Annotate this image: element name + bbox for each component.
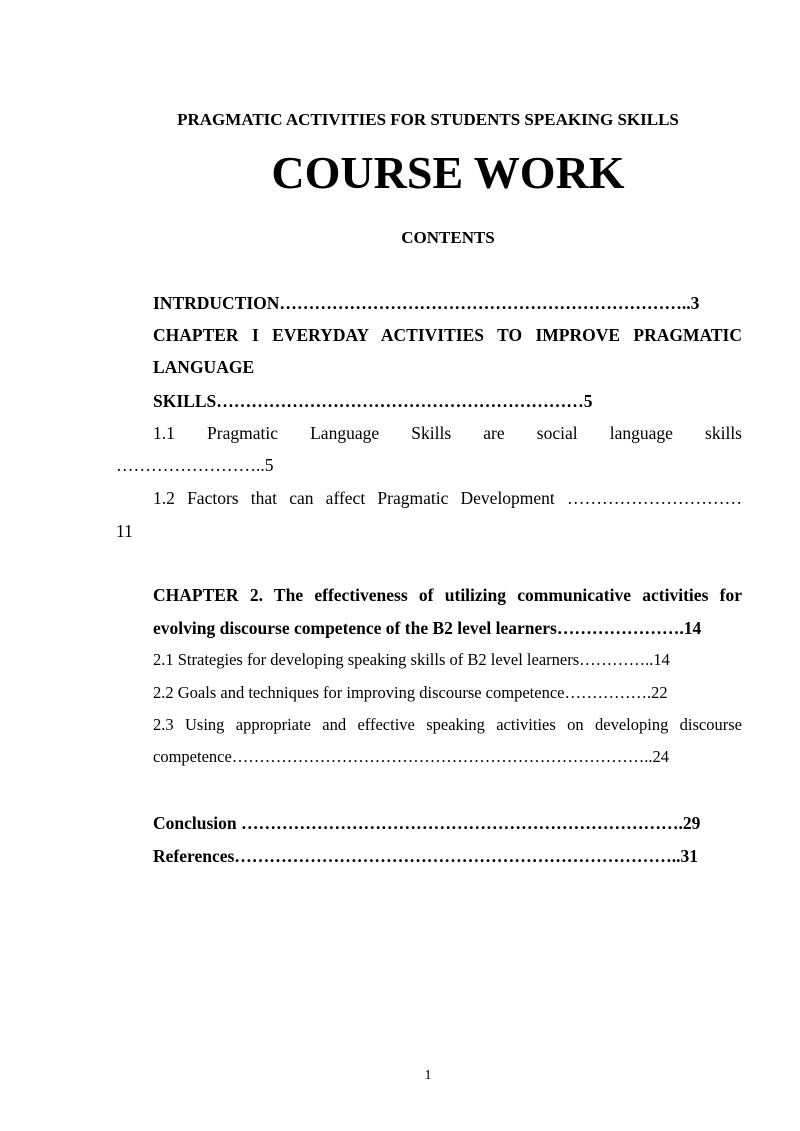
toc-references: References…………………………………………………………………..31 — [153, 846, 699, 866]
contents-heading: CONTENTS — [401, 228, 495, 247]
toc-chapter-1-line-1: CHAPTER I EVERYDAY ACTIVITIES TO IMPROVE PRAGMATIC — [153, 325, 742, 345]
toc-conclusion: Conclusion ………………………………………………………………….29 — [153, 813, 701, 833]
toc-item-1-1-line-2: ……………………..5 — [116, 455, 274, 475]
toc-chapter-2-line-1: CHAPTER 2. The effectiveness of utilizing communicative activities for — [153, 585, 742, 605]
toc-chapter-2-line-2: evolving discourse competence of the B2 level learners………………….14 — [153, 618, 702, 638]
toc-item-2-2: 2.2 Goals and techniques for improving discourse competence…………….22 — [153, 683, 668, 702]
document-title: COURSE WORK — [271, 147, 625, 198]
toc-chapter-1-line-2: LANGUAGE — [153, 357, 255, 377]
toc-item-2-3-line-2: competence…………………………………………………………………..24 — [153, 747, 670, 766]
page-number: 1 — [424, 1068, 432, 1083]
toc-item-2-3-line-1: 2.3 Using appropriate and effective speaking activities on developing discourse — [153, 715, 742, 734]
toc-chapter-1-line-3: SKILLS………………………………………………………5 — [153, 391, 593, 411]
toc-item-1-2-line-2: 11 — [116, 521, 133, 541]
toc-item-1-1-line-1: 1.1 Pragmatic Language Skills are social language skills — [153, 423, 742, 443]
document-subtitle: PRAGMATIC ACTIVITIES FOR STUDENTS SPEAKING SKILLS — [177, 110, 679, 129]
toc-item-2-1: 2.1 Strategies for developing speaking skills of B2 level learners…………..14 — [153, 650, 670, 669]
toc-item-1-2-line-1: 1.2 Factors that can affect Pragmatic Development ………………………… — [153, 488, 742, 508]
toc-introduction: INTRDUCTION……………………………………………………………..3 — [153, 293, 700, 313]
